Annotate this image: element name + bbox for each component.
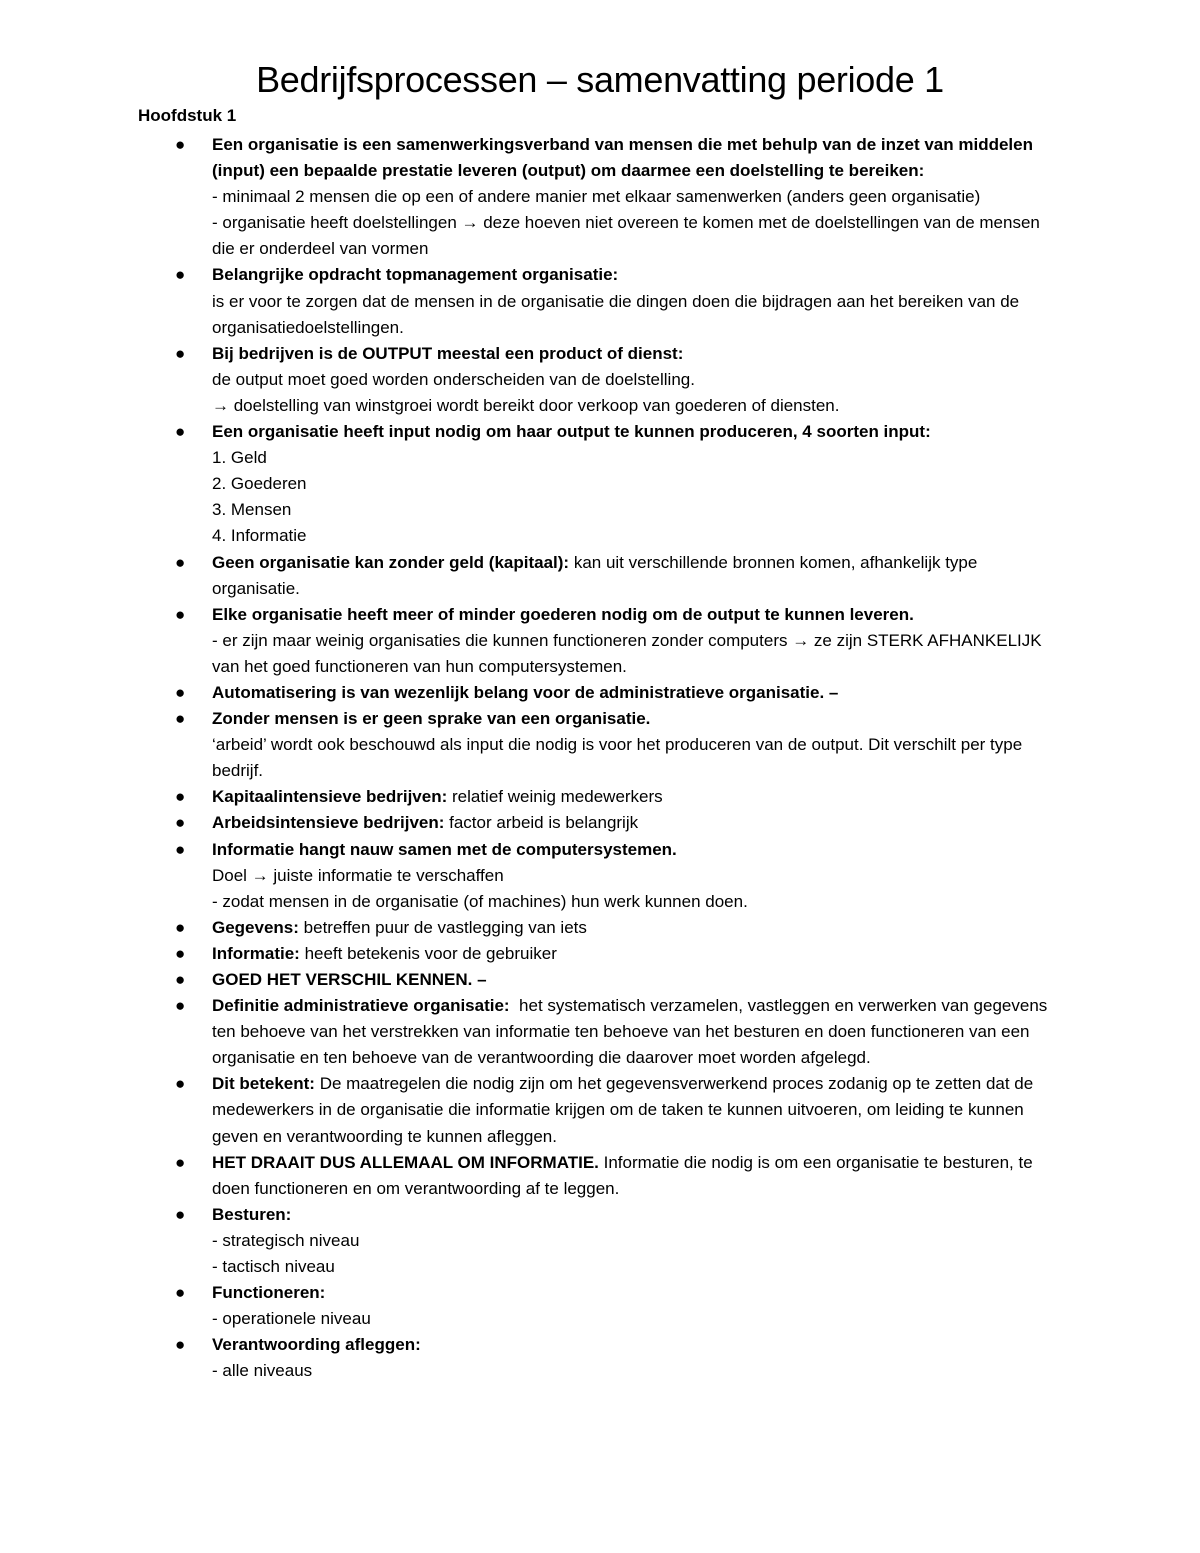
item-text: relatief weinig medewerkers bbox=[447, 787, 663, 807]
list-item bbox=[0, 706, 1200, 784]
item-label: Informatie: bbox=[212, 943, 300, 963]
list-item bbox=[0, 680, 1200, 706]
item-label: Een organisatie heeft input nodig om haar output te kunnen produceren, 4 soorten input: bbox=[212, 422, 931, 442]
bullet-icon: ● bbox=[175, 943, 186, 963]
list-item bbox=[0, 941, 1200, 967]
list-item bbox=[0, 915, 1200, 941]
item-line: → doelstelling van winstgroei wordt bereikt door verkoop van goederen of diensten. bbox=[212, 395, 840, 415]
bullet-icon: ● bbox=[175, 265, 186, 285]
list-item bbox=[0, 419, 1200, 549]
list-item bbox=[0, 550, 1200, 602]
bullet-icon: ● bbox=[175, 1283, 186, 1303]
bullet-icon: ● bbox=[175, 1074, 186, 1094]
bullet-icon: ● bbox=[175, 1335, 186, 1355]
item-line: 2. Goederen bbox=[212, 474, 307, 494]
bullet-icon: ● bbox=[175, 839, 186, 859]
bullet-icon: ● bbox=[175, 682, 186, 702]
item-label: Arbeidsintensieve bedrijven: bbox=[212, 813, 445, 833]
list-item bbox=[0, 1202, 1200, 1280]
list-item bbox=[0, 262, 1200, 340]
bullet-icon: ● bbox=[175, 422, 186, 442]
list-item bbox=[0, 810, 1200, 836]
item-label: Zonder mensen is er geen sprake van een organisatie. bbox=[212, 709, 651, 729]
bullet-icon: ● bbox=[175, 552, 186, 572]
item-text: factor arbeid is belangrijk bbox=[444, 813, 639, 833]
list-item bbox=[0, 602, 1200, 680]
item-line: ‘arbeid’ wordt ook beschouwd als input die nodig is voor het produceren van de output. Dit verschilt per type bedrijf. bbox=[212, 735, 1023, 781]
item-text: kan uit verschillende bronnen komen, afhankelijk type organisatie. bbox=[212, 552, 983, 598]
list-item bbox=[0, 1150, 1200, 1202]
item-label: Elke organisatie heeft meer of minder goederen nodig om de output te kunnen leveren. bbox=[212, 604, 914, 624]
item-line: is er voor te zorgen dat de mensen in de organisatie die dingen doen die bijdragen aan het bereiken van de organisatiedoelstellingen. bbox=[212, 291, 1020, 337]
bullet-icon: ● bbox=[175, 787, 186, 807]
list-item bbox=[0, 993, 1200, 1071]
item-label: Een organisatie is een samenwerkingsverband van mensen die met behulp van de inzet van middelen (input) een bepaalde prestatie leveren (output) om daarmee een doelstelling te bereiken: bbox=[212, 135, 1033, 181]
item-label: Dit betekent: bbox=[212, 1074, 315, 1094]
chapter-heading: Hoofdstuk 1 bbox=[138, 106, 237, 125]
item-line: - operationele niveau bbox=[212, 1309, 371, 1329]
bullet-icon: ● bbox=[175, 135, 186, 154]
item-text: betreffen puur de vastlegging van iets bbox=[298, 917, 587, 937]
item-label: Gegevens: bbox=[212, 917, 299, 937]
list-item bbox=[0, 967, 1200, 993]
page-title: Bedrijfsprocessen – samenvatting periode 1 bbox=[256, 59, 944, 100]
item-line: Doel → juiste informatie te verschaffen bbox=[212, 865, 504, 885]
item-label: GOED HET VERSCHIL KENNEN. – bbox=[212, 970, 487, 989]
item-text: het systematisch verzamelen, vastleggen en verwerken van gegevens ten behoeve van het verstrekken van informatie ten behoeve van het besturen en doen functioneren van een organisatie en ten behoeve van de verantwoording die daarover moet worden afgelegd. bbox=[212, 996, 1053, 1068]
item-line: - minimaal 2 mensen die op een of andere manier met elkaar samenwerken (anders geen organisatie) bbox=[212, 187, 981, 207]
list-item bbox=[0, 341, 1200, 419]
item-line: - zodat mensen in de organisatie (of machines) hun werk kunnen doen. bbox=[212, 891, 748, 911]
item-line: 1. Geld bbox=[212, 448, 267, 468]
item-line: 4. Informatie bbox=[212, 526, 307, 546]
item-line: 3. Mensen bbox=[212, 500, 292, 520]
item-label: Functioneren: bbox=[212, 1283, 326, 1303]
bullet-icon: ● bbox=[175, 813, 186, 833]
list-item bbox=[0, 784, 1200, 810]
bullet-list bbox=[0, 132, 1200, 1385]
item-label: Geen organisatie kan zonder geld (kapitaal): bbox=[212, 552, 570, 572]
bullet-icon: ● bbox=[175, 970, 186, 989]
item-label: Kapitaalintensieve bedrijven: bbox=[212, 787, 448, 807]
item-text: De maatregelen die nodig zijn om het gegevensverwerkend proces zodanig op te zetten dat de medewerkers in de organisatie die informatie krijgen om de taken te kunnen uitvoeren, om leiding te kunnen geven en verantwoording te kunnen afleggen. bbox=[212, 1074, 1038, 1146]
bullet-icon: ● bbox=[175, 996, 186, 1016]
bullet-icon: ● bbox=[175, 1204, 186, 1224]
bullet-icon: ● bbox=[175, 343, 186, 363]
item-label: Definitie administratieve organisatie: bbox=[212, 996, 510, 1016]
list-item bbox=[0, 132, 1200, 262]
item-line: - alle niveaus bbox=[212, 1361, 313, 1381]
item-label: Belangrijke opdracht topmanagement organisatie: bbox=[212, 265, 619, 285]
item-line: - organisatie heeft doelstellingen → deze hoeven niet overeen te komen met de doelstellingen van de mensen die er onderdeel van vormen bbox=[212, 213, 1040, 259]
list-item bbox=[0, 837, 1200, 915]
item-text: Informatie die nodig is om een organisatie te besturen, te doen functioneren en om verantwoording af te leggen. bbox=[212, 1152, 1038, 1198]
bullet-icon: ● bbox=[175, 709, 186, 729]
bullet-icon: ● bbox=[175, 604, 186, 624]
bullet-icon: ● bbox=[175, 1152, 186, 1172]
list-item bbox=[0, 1332, 1200, 1384]
item-line: - tactisch niveau bbox=[212, 1257, 335, 1277]
item-line: - strategisch niveau bbox=[212, 1230, 360, 1250]
item-label: Automatisering is van wezenlijk belang voor de administratieve organisatie. – bbox=[212, 682, 839, 702]
item-label: HET DRAAIT DUS ALLEMAAL OM INFORMATIE. bbox=[212, 1152, 599, 1172]
item-label: Besturen: bbox=[212, 1204, 292, 1224]
item-label: Bij bedrijven is de OUTPUT meestal een product of dienst: bbox=[212, 343, 684, 363]
list-item bbox=[0, 1071, 1200, 1149]
item-label: Verantwoording afleggen: bbox=[212, 1335, 421, 1355]
item-text: heeft betekenis voor de gebruiker bbox=[299, 943, 557, 963]
bullet-icon: ● bbox=[175, 917, 186, 937]
item-line: - er zijn maar weinig organisaties die kunnen functioneren zonder computers → ze zijn STERK AFHANKELIJK van het goed functioneren van hun computersystemen. bbox=[212, 630, 1042, 676]
item-line: de output moet goed worden onderscheiden van de doelstelling. bbox=[212, 369, 695, 389]
list-item bbox=[0, 1280, 1200, 1332]
item-label: Informatie hangt nauw samen met de computersystemen. bbox=[212, 839, 677, 859]
